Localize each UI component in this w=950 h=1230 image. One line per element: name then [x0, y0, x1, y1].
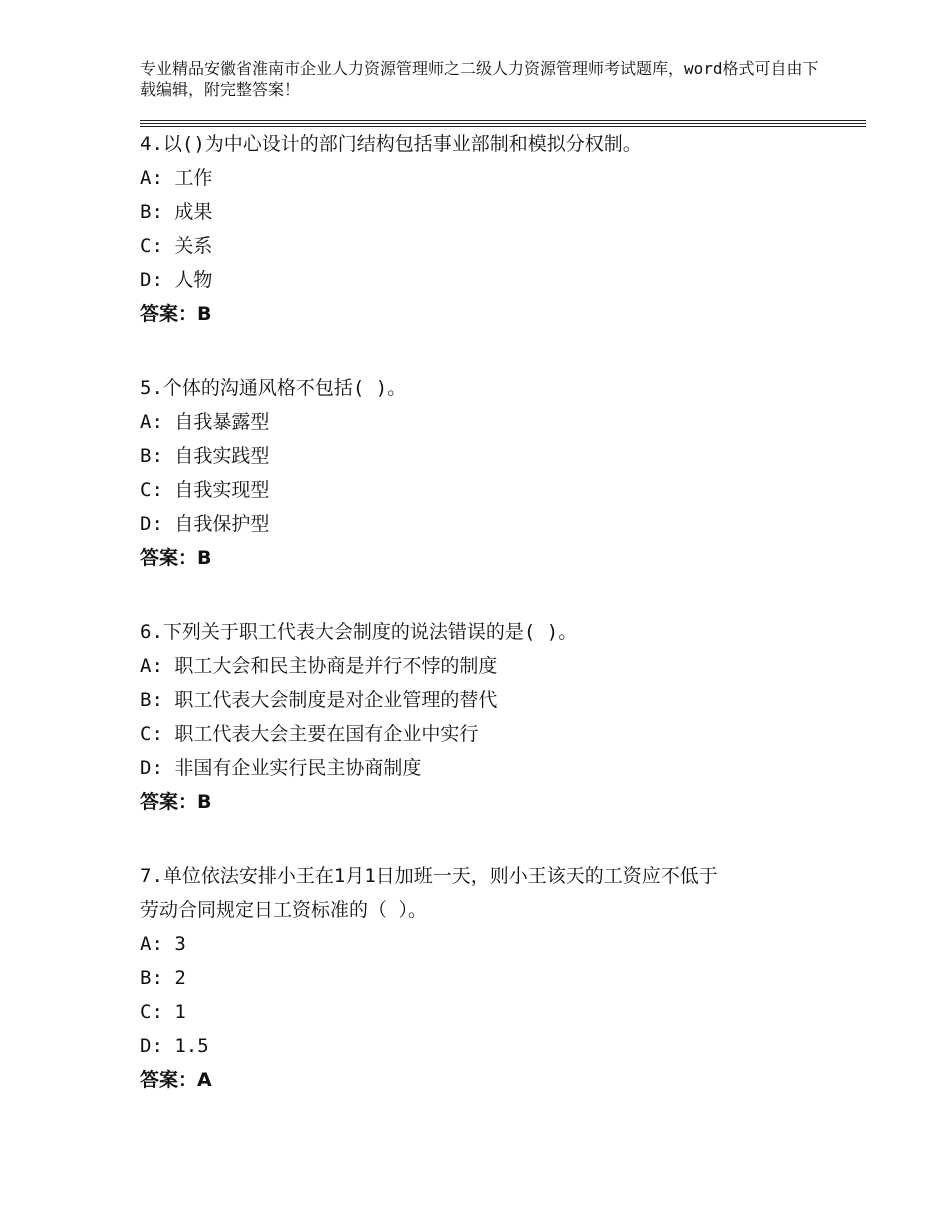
question-item — [140, 615, 860, 819]
option-a: A: 3 — [140, 933, 186, 955]
question-stem-line-1: 7.单位依法安排小王在1月1日加班一天，则小王该天的工资应不低于 — [140, 865, 718, 887]
question-list — [140, 127, 860, 1137]
option-b: B: 成果 — [140, 201, 213, 223]
option-a: A: 自我暴露型 — [140, 411, 270, 433]
document-header: 专业精品安徽省淮南市企业人力资源管理师之二级人力资源管理师考试题库，word格式可自由下载编辑，附完整答案！ — [140, 59, 819, 99]
option-d: D: 自我保护型 — [140, 513, 270, 535]
option-a: A: 职工大会和民主协商是并行不悖的制度 — [140, 655, 498, 677]
option-a: A: 工作 — [140, 167, 213, 189]
option-b: B: 2 — [140, 967, 186, 989]
option-b: B: 自我实践型 — [140, 445, 270, 467]
question-item — [140, 127, 860, 331]
question-stem: 4.以()为中心设计的部门结构包括事业部制和模拟分权制。 — [140, 133, 642, 155]
option-d: D: 人物 — [140, 269, 213, 291]
question-stem: 5.个体的沟通风格不包括( )。 — [140, 377, 407, 399]
option-d: D: 非国有企业实行民主协商制度 — [140, 757, 422, 779]
question-stem-line-2: 劳动合同规定日工资标准的（ ）。 — [140, 899, 427, 921]
option-c: C: 关系 — [140, 235, 213, 257]
option-b: B: 职工代表大会制度是对企业管理的替代 — [140, 689, 498, 711]
header-divider — [140, 123, 866, 124]
question-item — [140, 859, 860, 1097]
answer-text: 答案：A — [140, 1069, 212, 1091]
answer-text: 答案：B — [140, 303, 212, 325]
answer-text: 答案：B — [140, 791, 212, 813]
question-stem: 6.下列关于职工代表大会制度的说法错误的是( )。 — [140, 621, 578, 643]
option-d: D: 1.5 — [140, 1035, 209, 1057]
question-item — [140, 371, 860, 575]
option-c: C: 1 — [140, 1001, 186, 1023]
option-c: C: 职工代表大会主要在国有企业中实行 — [140, 723, 479, 745]
header-divider — [140, 120, 866, 121]
answer-text: 答案：B — [140, 547, 212, 569]
option-c: C: 自我实现型 — [140, 479, 270, 501]
